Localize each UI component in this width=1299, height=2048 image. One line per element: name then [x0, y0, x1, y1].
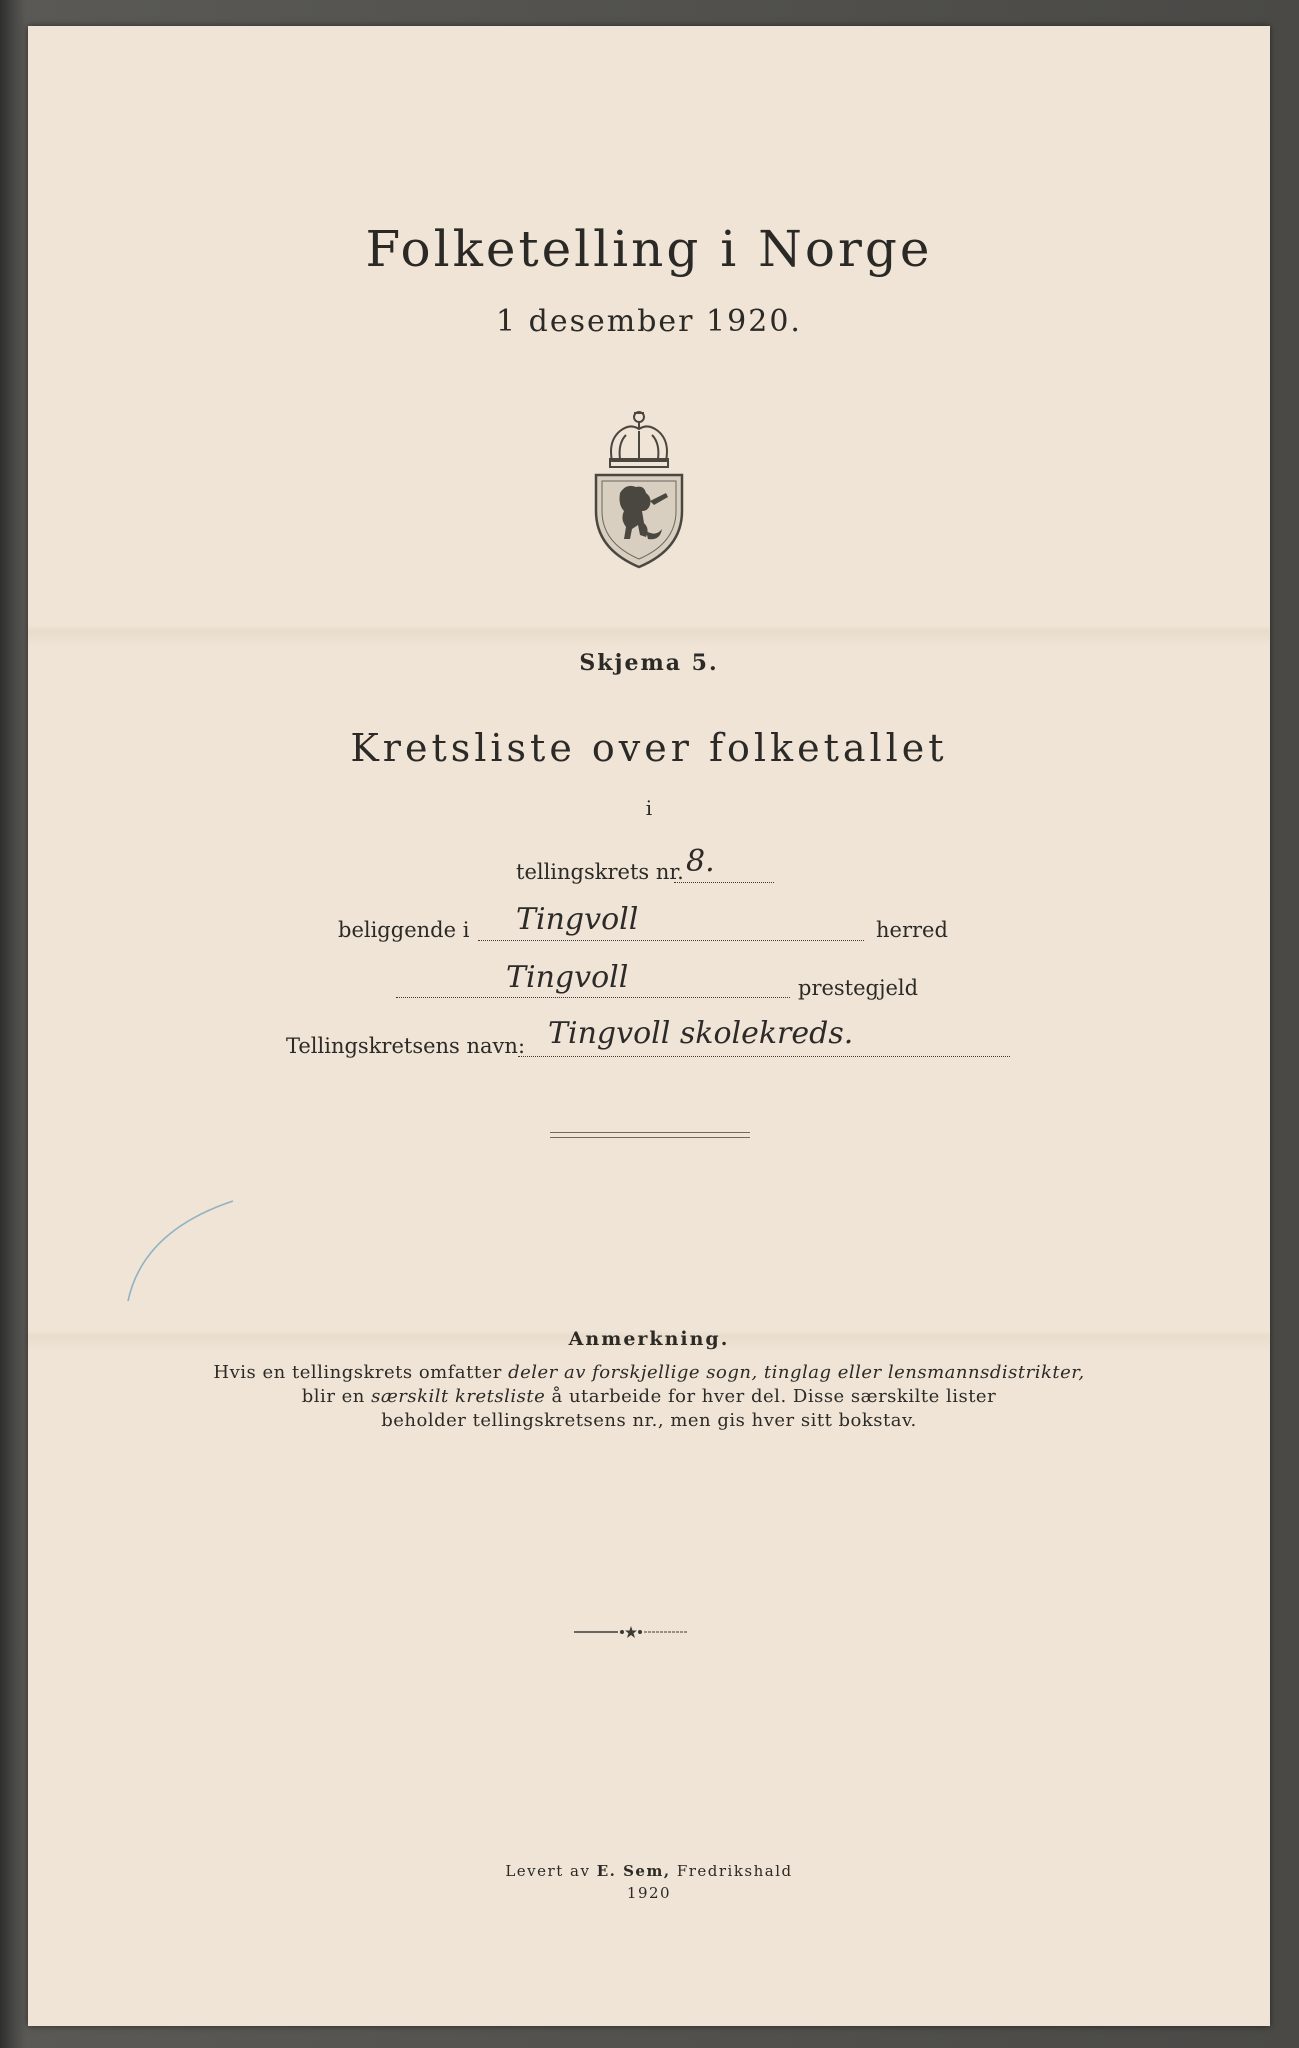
- note-line-2-text-a: blir en: [301, 1386, 372, 1407]
- note-line-1-text: Hvis en tellingskrets omfatter: [213, 1362, 509, 1383]
- district-name-value: Tingvoll skolekreds.: [548, 1016, 854, 1051]
- located-in-line: [478, 939, 864, 941]
- printer-name: E. Sem,: [596, 1862, 671, 1880]
- district-number-label: tellingskrets nr.: [516, 860, 684, 884]
- herred-label: herred: [876, 918, 948, 942]
- double-rule-divider: [550, 1132, 750, 1138]
- pencil-mark: [83, 1171, 263, 1321]
- document-date: 1 desember 1920.: [496, 304, 802, 339]
- printer-credit-a: Levert av: [505, 1862, 597, 1880]
- document-title: Folketelling i Norge: [365, 220, 933, 278]
- coat-of-arms-icon: [590, 401, 688, 571]
- connector-word: i: [645, 796, 653, 820]
- star-ornament-icon: [574, 1626, 688, 1638]
- parish-label: prestegjeld: [798, 976, 919, 1000]
- printer-credit: [28, 1862, 1270, 1880]
- note-line-3: beholder tellingskretsens nr., men gis hver sitt bokstav.: [381, 1410, 917, 1431]
- schema-number: Skjema 5.: [579, 650, 719, 676]
- district-name-label: Tellingskretsens navn:: [286, 1034, 526, 1058]
- parish-line: [396, 996, 790, 998]
- printer-credit-c: Fredrikshald: [670, 1862, 793, 1880]
- note-line-1-emphasis: deler av forskjellige sogn, tinglag eller lensmannsdistrikter,: [508, 1362, 1085, 1383]
- form-heading: Kretsliste over folketallet: [350, 726, 948, 770]
- located-in-value: Tingvoll: [516, 902, 639, 937]
- note-heading: Anmerkning.: [568, 1328, 730, 1350]
- located-in-label: beliggende i: [338, 918, 470, 942]
- printer-year: 1920: [626, 1884, 672, 1902]
- note-line-2-text-c: å utarbeide for hver del. Disse særskilte lister: [545, 1386, 997, 1407]
- census-form-page: [28, 26, 1270, 2026]
- note-line-2-emphasis: særskilt kretsliste: [371, 1386, 546, 1407]
- district-number-line: [674, 881, 774, 883]
- note-line-1: [28, 1362, 1270, 1383]
- district-name-line: [518, 1055, 1010, 1057]
- note-line-2: [28, 1386, 1270, 1407]
- district-number-value: 8.: [686, 844, 715, 879]
- parish-value: Tingvoll: [506, 960, 629, 995]
